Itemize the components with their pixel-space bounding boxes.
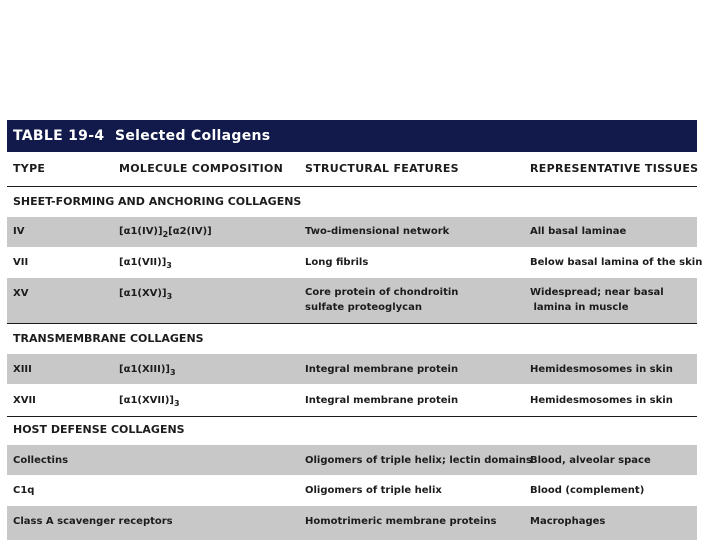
table-row [7,506,697,540]
table-row [7,278,697,323]
section-heading [7,417,697,445]
cell-tissues: Below basal lamina of the skin [530,257,703,268]
cell-type: XV [13,288,29,299]
composition-part: [α1(IV)] [119,226,163,237]
cell-composition [119,394,180,408]
cell-type: Collectins [13,455,69,466]
cell-tissues: Widespread; near basal [530,287,664,298]
cell-type: Class A scavenger receptors [13,516,173,527]
cell-type: XVII [13,395,36,406]
table-row [7,354,697,384]
table-title-bar [7,120,697,152]
cell-tissues: All basal laminae [530,226,627,237]
cell-type: XIII [13,364,32,375]
cell-type: C1q [13,485,35,496]
composition-part: [α1(XV)] [119,288,167,299]
header-type: TYPE [13,162,46,175]
table-header-row [7,152,697,186]
cell-composition [119,225,212,239]
composition-subscript: 3 [166,261,172,270]
cell-composition [119,363,176,377]
section-heading [7,187,697,217]
cell-features: Integral membrane protein [305,395,459,406]
collagen-table [7,120,703,540]
table-number: TABLE 19-4 [13,128,105,144]
cell-features-line2: sulfate proteoglycan [305,302,422,313]
cell-features: Homotrimeric membrane proteins [305,516,497,527]
cell-features: Integral membrane protein [305,364,459,375]
composition-subscript: 3 [169,368,176,377]
cell-features: Two-dimensional network [305,226,450,237]
composition-part: [α1(VII)] [119,257,167,268]
cell-tissues: Hemidesmosomes in skin [530,364,673,375]
section-title: SHEET-FORMING AND ANCHORING COLLAGENS [13,195,302,208]
composition-part: [α1(XVII)] [119,395,174,406]
header-features: STRUCTURAL FEATURES [305,162,459,175]
table-row [7,247,703,278]
header-composition: MOLECULE COMPOSITION [119,162,284,175]
cell-composition [119,287,172,301]
table-row [7,445,697,475]
cell-tissues: Blood, alveolar space [530,455,651,466]
cell-type: VII [13,257,29,268]
table-title: Selected Collagens [115,128,271,144]
section-title: TRANSMEMBRANE COLLAGENS [13,332,204,345]
cell-tissues-line2: lamina in muscle [530,302,629,313]
cell-features: Long fibrils [305,257,369,268]
composition-subscript: 3 [166,292,173,301]
table-row [7,217,697,247]
cell-features: Oligomers of triple helix; lectin domains [305,455,532,466]
section-title: HOST DEFENSE COLLAGENS [13,423,185,436]
cell-tissues: Hemidesmosomes in skin [530,395,673,406]
composition-part: [α2(IV)] [168,226,212,237]
table-row [7,475,697,506]
composition-part: [α1(XIII)] [119,364,170,375]
table-row [7,384,697,416]
cell-tissues: Blood (complement) [530,485,645,496]
cell-composition [119,256,172,270]
section-heading [7,324,697,354]
cell-tissues: Macrophages [530,516,606,527]
cell-type: IV [13,226,25,237]
composition-subscript: 2 [162,230,169,239]
cell-features: Core protein of chondroitin [305,287,459,298]
header-tissues: REPRESENTATIVE TISSUES [530,162,699,175]
composition-subscript: 3 [174,399,180,408]
cell-features: Oligomers of triple helix [305,485,442,496]
